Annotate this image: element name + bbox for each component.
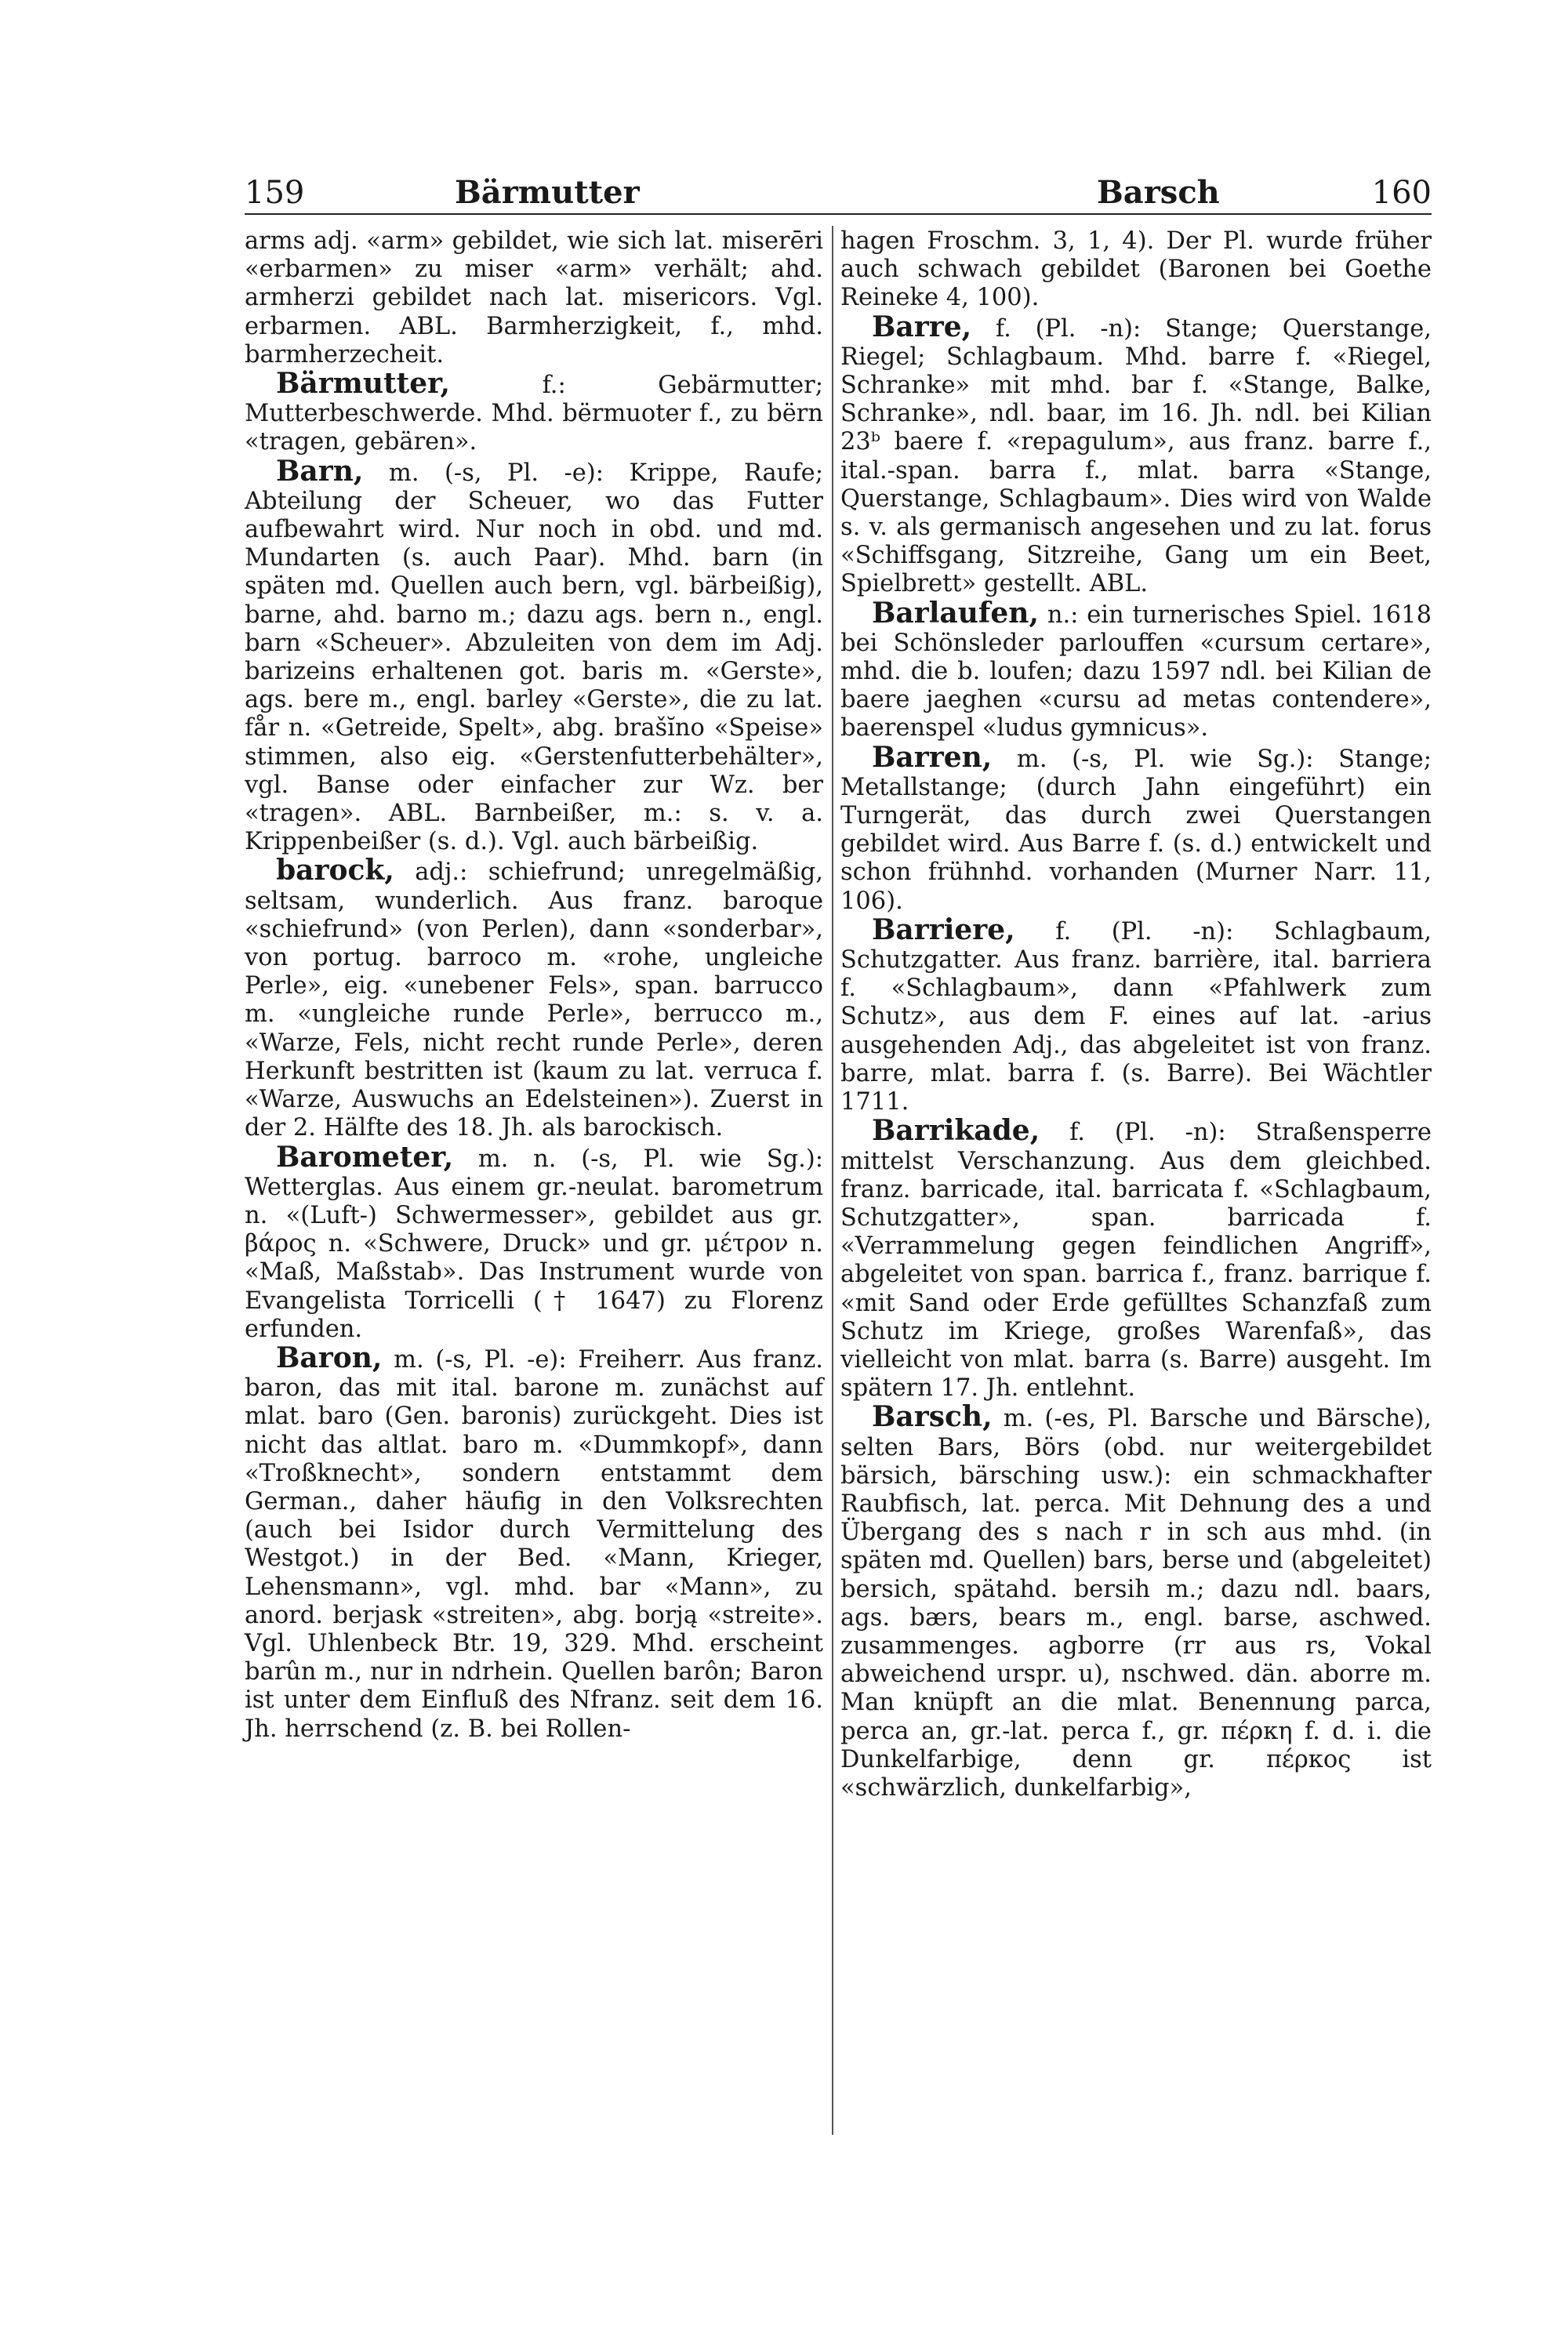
entry-text: m. (-s, Pl. -e): Freiherr. Aus franz. baron, das mit ital. barone m. zunächst auf mlat. baro (Gen. baronis) zurückgeht. Dies ist nicht das altlat. baro m. «Dummkopf», dann «Troßknecht», sondern entstammt dem German., daher häufig in den Volksrechten (auch bei Isidor durch Vermittelung des Westgot.) in der Bed. «Mann, Krieger, Lehensmann», vgl. mhd. bar «Mann», zu anord. berjask «streiten», abg. borją «streite». Vgl. Uhlenbeck Btr. 19, 329. Mhd. erscheint barûn m., nur in ndrhein. Quellen barôn; Baron ist unter dem Einfluß des Nfranz. seit dem 16. Jh. herrschend (z. B. bei Rollen- xyxy=(245,1345,823,1743)
page-number-right: 160 xyxy=(1371,175,1432,211)
entry-headword: Barriere, xyxy=(872,913,1015,946)
entry-headword: Barre, xyxy=(872,310,972,343)
entry-text: f. (Pl. -n): Stange; Querstange, Riegel; Schlagbaum. Mhd. barre f. «Riegel, Schranke» mit mhd. bar f. «Stange, Balke, Schranke», ndl. baar, im 16. Jh. ndl. bei Kilian 23ᵇ baere f. «repagulum», aus franz. barre f., ital.-span. barra f., mlat. barra «Stange, Querstange, Schlagbaum». Dies wird von Walde s. v. als germanisch angesehen und zu lat. forus «Schiffsgang, Sitzreihe, Gang um ein Beet, Spielbrett» gestellt. ABL. xyxy=(840,314,1432,598)
right-column xyxy=(840,225,1432,1802)
entry-text: hagen Froschm. 3, 1, 4). Der Pl. wurde früher auch schwach gebildet (Baronen bei Goethe Reineke 4, 100). xyxy=(840,227,1432,312)
entry-text: f.: Gebärmutter; Mutterbeschwerde. Mhd. bërmuoter f., zu bërn «tragen, gebären». xyxy=(245,372,823,456)
entry-headword: barock, xyxy=(276,854,394,887)
entry-headword: Baron, xyxy=(276,1341,383,1374)
header-rule xyxy=(245,213,1432,215)
dictionary-entry xyxy=(245,225,823,369)
entry-headword: Barlaufen, xyxy=(872,596,1039,630)
entry-text: m. (-s, Pl. wie Sg.): Stange; Metallstange; (durch Jahn eingeführt) ein Turngerät, das durch zwei Querstangen gebildet wird. Aus Barre f. (s. d.) entwickelt und schon frühnhd. vorhanden (Murner Narr. 11, 106). xyxy=(840,745,1432,915)
entry-headword: Barometer, xyxy=(276,1140,454,1174)
entry-text: m. (-es, Pl. Barsche und Bärsche), selten Bars, Börs (obd. nur weitergebildet bärsich, bärsching usw.): ein schmackhafter Raubfisch, lat. perca. Mit Dehnung des a und Übergang des s nach r in sch aus mhd. (in späten md. Quellen) bars, berse und (abgeleitet) bersich, spätahd. bersih m.; dazu ndl. baars, ags. bærs, bears m., engl. barse, aschwed. zusammenges. agborre (rr aus rs, Vokal abweichend urspr. u), nschwed. dän. aborre m. Man knüpft an die mlat. Benennung parca, perca an, gr.-lat. perca f., gr. πέρκη f. d. i. die Dunkelfarbige, denn gr. πέρκος ist «schwärzlich, dunkelfarbig», xyxy=(840,1405,1432,1802)
dictionary-entry xyxy=(245,454,823,857)
entry-text: adj.: schiefrund; unregelmäßig, seltsam, wunderlich. Aus franz. baroque «schiefrund» (von Perlen), dann «sonderbar», von portug. barroco m. «rohe, ungleiche Perle», eig. «unebener Fels», span. barrucco m. «ungleiche runde Perle», berrucco m., «Warze, Fels, nicht recht runde Perle», deren Herkunft bestritten ist (kaum zu lat. verruca f. «Warze, Auswuchs an Edelsteinen»). Zuerst in der 2. Hälfte des 18. Jh. als barockisch. xyxy=(245,858,823,1142)
running-header xyxy=(245,171,1432,215)
running-headword-left: Bärmutter xyxy=(455,174,640,211)
dictionary-entry xyxy=(245,1341,823,1744)
entry-headword: Barren, xyxy=(872,740,993,774)
entry-text: f. (Pl. -n): Straßensperre mittelst Verschanzung. Aus dem gleichbed. franz. barricade, ital. barricata f. «Schlagbaum, Schutzgatter», span. barricada f. «Verrammelung gegen feindlichen Angriff», abgeleitet von span. barrica f., franz. barrique f. «mit Sand oder Erde gefülltes Schanzfaß zum Schutz im Kriege, großes Warenfaß», das vielleicht von mlat. barra (s. Barre) ausgeht. Im spätern 17. Jh. entlehnt. xyxy=(840,1119,1432,1403)
entry-text: arms adj. «arm» gebildet, wie sich lat. miserēri «erbarmen» zu miser «arm» verhält; ahd. armherzi gebildet nach lat. misericors. Vgl. erbarmen. ABL. Barmherzigkeit, f., mhd. barmherzecheit. xyxy=(245,227,823,368)
entry-headword: Barrikade, xyxy=(872,1114,1040,1148)
entry-text: f. (Pl. -n): Schlagbaum, Schutzgatter. Aus franz. barrière, ital. barriera f. «Schlagbaum», dann «Pfahlwerk zum Schutz», aus dem F. eines auf lat. -arius ausgehenden Adj., das abgeleitet ist von franz. barre, mlat. barra f. (s. Barre). Bei Wächtler 1711. xyxy=(840,917,1432,1116)
page-number-left: 159 xyxy=(245,175,305,211)
column-divider xyxy=(832,226,833,2135)
dictionary-entry xyxy=(840,1400,1432,1802)
entry-headword: Barsch, xyxy=(872,1400,993,1434)
dictionary-entry xyxy=(840,310,1432,599)
dictionary-entry xyxy=(840,913,1432,1116)
dictionary-entry xyxy=(840,1116,1432,1403)
entry-text: n.: ein turnerisches Spiel. 1618 bei Schönsleder parlouffen «cursum certare», mhd. die b. loufen; dazu 1597 ndl. bei Kilian de baere jaeghen «cursu ad metas contendere», baerenspel «ludus gymnicus». xyxy=(840,601,1432,742)
entry-text: m. n. (-s, Pl. wie Sg.): Wetterglas. Aus einem gr.-neulat. barometrum n. «(Luft-) Schwermesser», gebildet aus gr. βάρος n. «Schwere, Druck» und gr. μέτρον n. «Maß, Maßstab». Das Instrument wurde von Evangelista Torricelli († 1647) zu Florenz erfunden. xyxy=(245,1145,823,1343)
dictionary-entry xyxy=(840,740,1432,916)
entry-headword: Bärmutter, xyxy=(276,367,451,401)
running-headword-right: Barsch xyxy=(1097,174,1220,211)
entry-headword: Barn, xyxy=(276,454,364,488)
dictionary-entry xyxy=(245,369,823,457)
dictionary-entry xyxy=(840,596,1432,743)
dictionary-entry xyxy=(245,856,823,1142)
entry-text: m. (-s, Pl. -e): Krippe, Raufe; Abteilung der Scheuer, wo das Futter aufbewahrt wird. Nur noch in obd. und md. Mundarten (s. auch Paar). Mhd. barn (in späten md. Quellen auch bern, vgl. bärbeißig), barne, ahd. barno m.; dazu ags. bern n., engl. barn «Scheuer». Abzuleiten von dem im Adj. barizeins erhaltenen got. baris m. «Gerste», ags. bere m., engl. barley «Gerste», die zu lat. får n. «Getreide, Spelt», abg. brašĭno «Speise» stimmen, also eig. «Gerstenfutterbehälter», vgl. Banse oder einfacher zur Wz. ber «tragen». ABL. Barnbeißer, m.: s. v. a. Krippenbeißer (s. d.). Vgl. auch bärbeißig. xyxy=(245,459,823,856)
left-column xyxy=(245,225,823,1744)
dictionary-entry xyxy=(840,225,1432,313)
dictionary-entry xyxy=(245,1140,823,1344)
